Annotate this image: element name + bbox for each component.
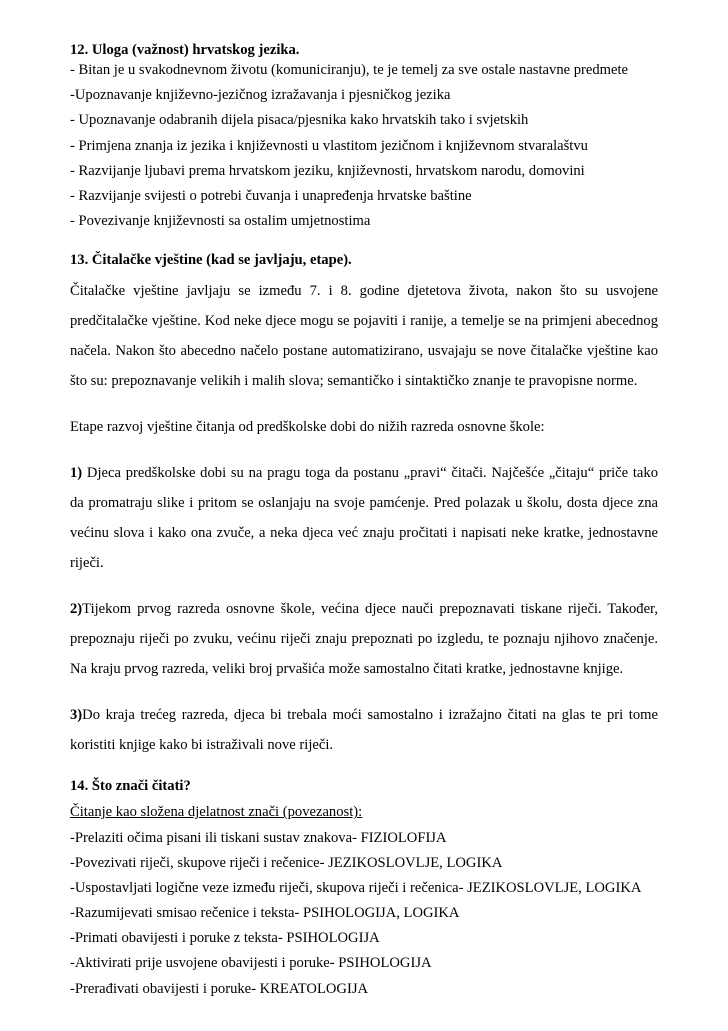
list-item: -Prelaziti očima pisani ili tiskani sustav znakova- FIZIOLOFIJA	[70, 829, 447, 846]
section-13-title: 13. Čitalačke vještine (kad se javljaju, etape).	[70, 252, 352, 269]
stage-paragraph	[70, 700, 658, 760]
list-item: - Bitan je u svakodnevnom životu (komuniciranju), te je temelj za sve ostale nastavne predmete	[70, 62, 629, 78]
list-item: -Primati obavijesti i poruke z teksta- PSIHOLOGIJA	[70, 930, 380, 947]
section-12-title: 12. Uloga (važnost) hrvatskog jezika.	[70, 42, 300, 58]
stage-number: 1)	[70, 465, 83, 482]
stage-number: 2)	[70, 601, 83, 618]
list-item: -Povezivati riječi, skupove riječi i rečenice- JEZIKOSLOVLJE, LOGIKA	[70, 854, 503, 871]
list-item: -Aktivirati prije usvojene obavijesti i poruke- PSIHOLOGIJA	[70, 955, 432, 972]
stage-number: 3)	[70, 707, 83, 724]
list-item: - Primjena znanja iz jezika i književnosti u vlastitom jezičnom i književnom stvaralaštvu	[70, 137, 588, 154]
section-12	[70, 40, 658, 231]
list-item: -Prerađivati obavijesti i poruke- KREATOLOGIJA	[70, 980, 369, 997]
list-item: - Upoznavanje odabranih dijela pisaca/pjesnika kako hrvatskih tako i svjetskih	[70, 112, 529, 129]
section-13-etape-intro: Etape razvoj vještine čitanja od predškolske dobi do nižih razreda osnovne škole:	[70, 419, 545, 436]
section-14-subtitle: Čitanje kao složena djelatnost znači (povezanost):	[70, 804, 363, 821]
list-item: -Razumijevati smisao rečenice i teksta- PSIHOLOGIJA, LOGIKA	[70, 905, 460, 922]
list-item: - Povezivanje književnosti sa ostalim umjetnostima	[70, 213, 371, 230]
stage-text: Do kraja trećeg razreda, djeca bi trebala moći samostalno i izražajno čitati na glas te pri tome koristiti knjige kako bi istraživali nove riječi.	[70, 707, 658, 754]
section-13	[70, 250, 658, 760]
section-14-title: 14. Što znači čitati?	[70, 778, 191, 795]
stage-text: Djeca predškolske dobi su na pragu toga da postanu „pravi“ čitači. Najčešće „čitaju“ priče tako da promatraju slike i pritom se oslanjaju na svoje pamćenje. Pred polazak u školu, dosta djece zna većinu slova i kako ona zvuče, a neka djeca već znaju pročitati i napisati neke kratke, jednostavne riječi.	[70, 465, 658, 572]
stage-text: Tijekom prvog razreda osnovne škole, većina djece nauči prepoznavati tiskane riječi. Također, prepoznaju riječi po zvuku, većinu riječi znaju prepoznati po izgledu, te poznaju njihovo značenje. Na kraju prvog razreda, veliki broj prvašića može samostalno čitati kratke, jednostavne knjige.	[70, 601, 658, 678]
section-13-intro: Čitalačke vještine javljaju se između 7. i 8. godine djetetova života, nakon što su usvojene predčitalačke vještine. Kod neke djece mogu se pojaviti i ranije, a temelje se na primjeni abecednog načela. Nakon što abecedno načelo postane automatizirano, usvajaju se nove čitalačke vještine kao što su: prepoznavanje velikih i malih slova; semantičko i sintaktičko znanje te pravopisne norme.	[70, 283, 658, 390]
list-item: -Uspostavljati logične veze između riječi, skupova riječi i rečenica- JEZIKOSLOVLJE, LOGIKA	[70, 879, 642, 896]
section-14	[70, 776, 658, 998]
list-item: -Upoznavanje književno-jezičnog izražavanja i pjesničkog jezika	[70, 87, 451, 104]
section-14-list	[70, 802, 658, 998]
stage-paragraph	[70, 458, 658, 578]
list-item: - Razvijanje svijesti o potrebi čuvanja i unapređenja hrvatske baštine	[70, 187, 472, 204]
list-item: - Razvijanje ljubavi prema hrvatskom jeziku, književnosti, hrvatskom narodu, domovini	[70, 162, 585, 179]
section-12-list	[70, 60, 658, 231]
stage-paragraph	[70, 594, 658, 684]
